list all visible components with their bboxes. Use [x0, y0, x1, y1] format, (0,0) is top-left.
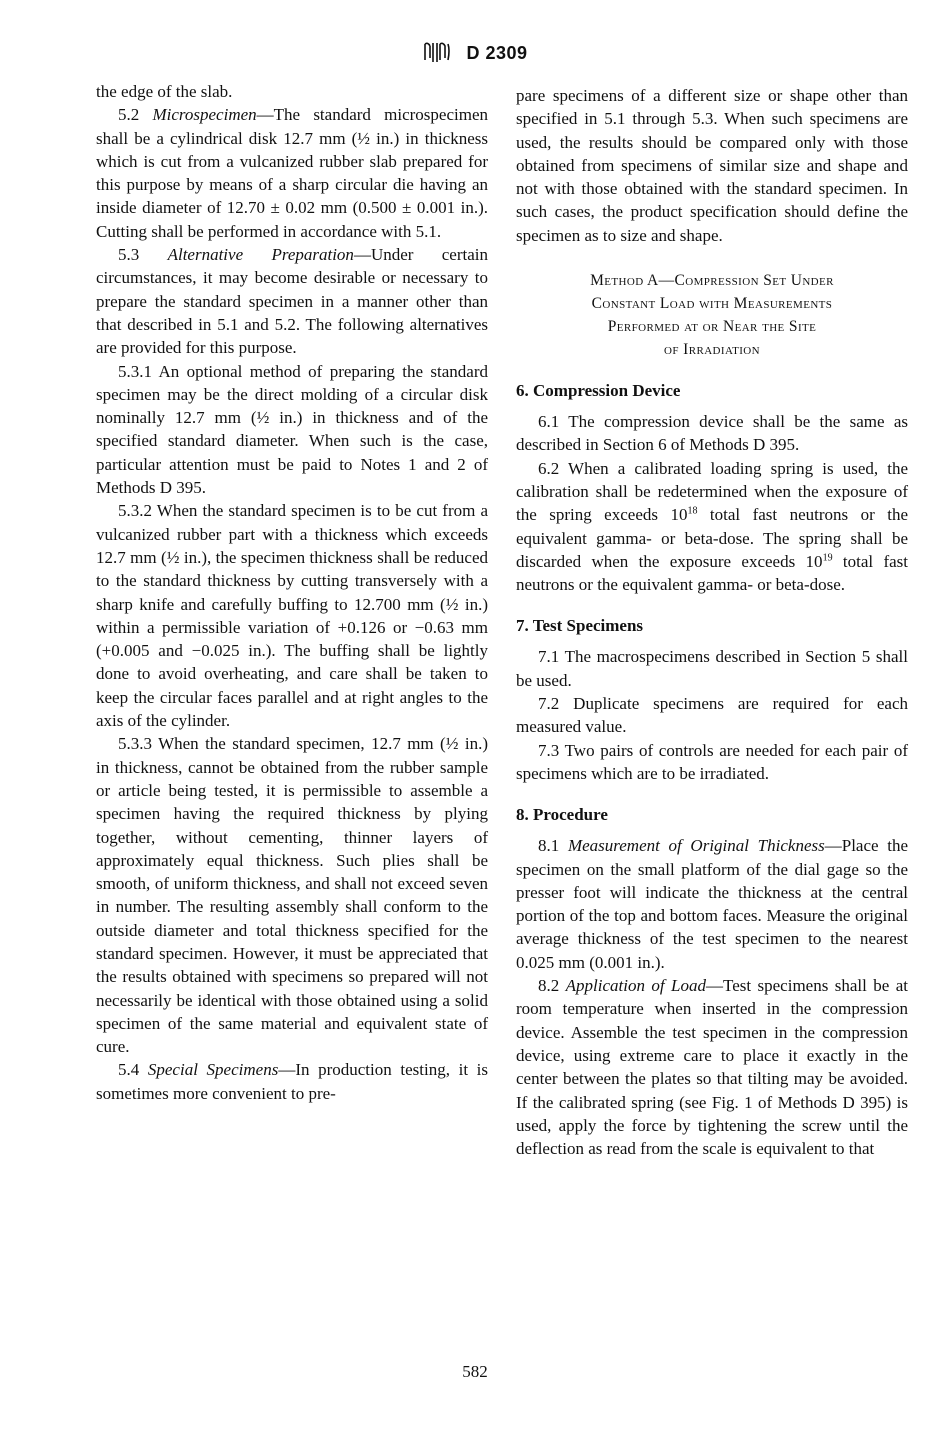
paragraph-5-2: 5.2 Microspecimen—The standard microspecimen shall be a cylindrical disk 12.7 mm (½ in.) in thickness which is cut from a vulcanized rubber slab prepared for this purpose by means of a sharp circular die having an inside diameter of 12.70 ± 0.02 mm (0.500 ± 0.001 in.). Cutting shall be performed in accordance with 5.1. — [96, 105, 488, 241]
run-in-heading: Application of Load — [565, 976, 707, 996]
run-in-heading: Special Specimens — [147, 1060, 279, 1080]
paragraph-8-2: 8.2 Application of Load—Test specimens shall be at room temperature when inserted in the compression device. Assemble the test specimen in the compression device, using extreme care to place it exactly in the center between the plates so that tilting may be avoided. If the calibrated spring (see Fig. 1 of Methods D 395) is used, apply the force by tightening the screw until the deflection as read from the scale is equivalent to that — [516, 976, 909, 1159]
astm-logo-icon — [422, 40, 452, 66]
method-heading: Method A—Compression Set Under Constant Load with Measurements Performed at or Near the Site of Irradiation — [590, 272, 834, 359]
paragraph: the edge of the slab. — [96, 82, 233, 101]
page-number: 582 — [462, 1362, 488, 1381]
paragraph-5-3-1: 5.3.1 An optional method of preparing the standard specimen may be the direct molding of a circular disk nominally 12.7 mm (½ in.) in thickness and of the specified standard diameter. When such is the case, particular attention must be paid to Notes 1 and 2 of Methods D 395. — [96, 361, 488, 498]
paragraph-5-3-2: 5.3.2 When the standard specimen is to be cut from a vulcanized rubber part with a thickness which exceeds 12.7 mm (½ in.), the specimen thickness shall be reduced to the standard thickness by cutting transversely with a sharp knife and carefully buffing to 12.700 mm (½ in.) within a permissible variation of +0.126 or −0.63 mm (+0.005 and −0.025 in.). The buffing shall be lightly done to avoid overheating, and care shall be taken to keep the circular faces parallel and at right angles to the axis of the cylinder. — [96, 501, 488, 731]
section-heading-7: 7. Test Specimens — [516, 616, 644, 636]
right-column — [516, 84, 908, 1160]
paragraph-6-2: 6.2 When a calibrated loading spring is used, the calibration shall be redetermined when the exposure of the spring exceeds $10^{18}$ total fast neutrons or the equivalent gamma- or beta-dose. The spring shall be discarded when the exposure exceeds $10^{19}$ total fast neutrons or the equivalent gamma- or beta-dose. — [516, 458, 908, 595]
section-heading-6: 6. Compression Device — [516, 381, 681, 401]
run-in-heading: Alternative Preparation — [167, 245, 354, 265]
left-column — [96, 80, 488, 1105]
paragraph-8-1: 8.1 Measurement of Original Thickness—Place the specimen on the small platform of the dial gage so the presser foot will indicate the thickness at the central portion of the top and bottom faces. Measure the original average thickness of the test specimen to the nearest 0.025 mm (0.001 in.). — [516, 836, 909, 972]
page-header — [0, 38, 950, 68]
paragraph-5-3-3: 5.3.3 When the standard specimen, 12.7 mm (½ in.) in thickness, cannot be obtained from the rubber sample or article being tested, it is permissible to assemble a specimen having the required thickness by plying together, without cementing, thinner layers of approximately equal thickness. Such plies shall be smooth, of uniform thickness, and shall not exceed seven in number. The resulting assembly shall conform to the outside diameter and total thickness specified for the standard specimen. However, it must be appreciated that the results obtained with specimens so prepared will not necessarily be identical with those obtained using a solid specimen of the same material and equivalent state of cure. — [96, 734, 488, 1057]
paragraph-5-3: 5.3 Alternative Preparation—Under certain circumstances, it may become desirable or necessary to prepare the standard specimen in a manner other than that described in 5.1 and 5.2. The following alternatives are provided for this purpose. — [96, 245, 488, 358]
paragraph-5-4: 5.4 Special Specimens—In production testing, it is sometimes more convenient to pre- — [96, 1060, 489, 1103]
paragraph: pare specimens of a different size or shape other than specified in 5.1 through 5.3. When such specimens are used, the results should be compared only with those obtained from specimens of similar size and shape and not with those obtained with the standard specimen. In such cases, the product specification should define the specimen as to size and shape. — [516, 86, 908, 245]
document-number: D 2309 — [466, 42, 528, 63]
paragraph-7-3: 7.3 Two pairs of controls are needed for each pair of specimens which are to be irradiated. — [516, 740, 908, 783]
paragraph-7-1: 7.1 The macrospecimens described in Section 5 shall be used. — [516, 647, 908, 690]
run-in-heading: Microspecimen — [152, 105, 257, 125]
section-heading-8: 8. Procedure — [516, 805, 608, 825]
paragraph-7-2: 7.2 Duplicate specimens are required for each measured value. — [516, 694, 908, 737]
paragraph-6-1: 6.1 The compression device shall be the same as described in Section 6 of Methods D 395. — [516, 412, 908, 455]
run-in-heading: Measurement of Original Thickness — [567, 836, 825, 856]
